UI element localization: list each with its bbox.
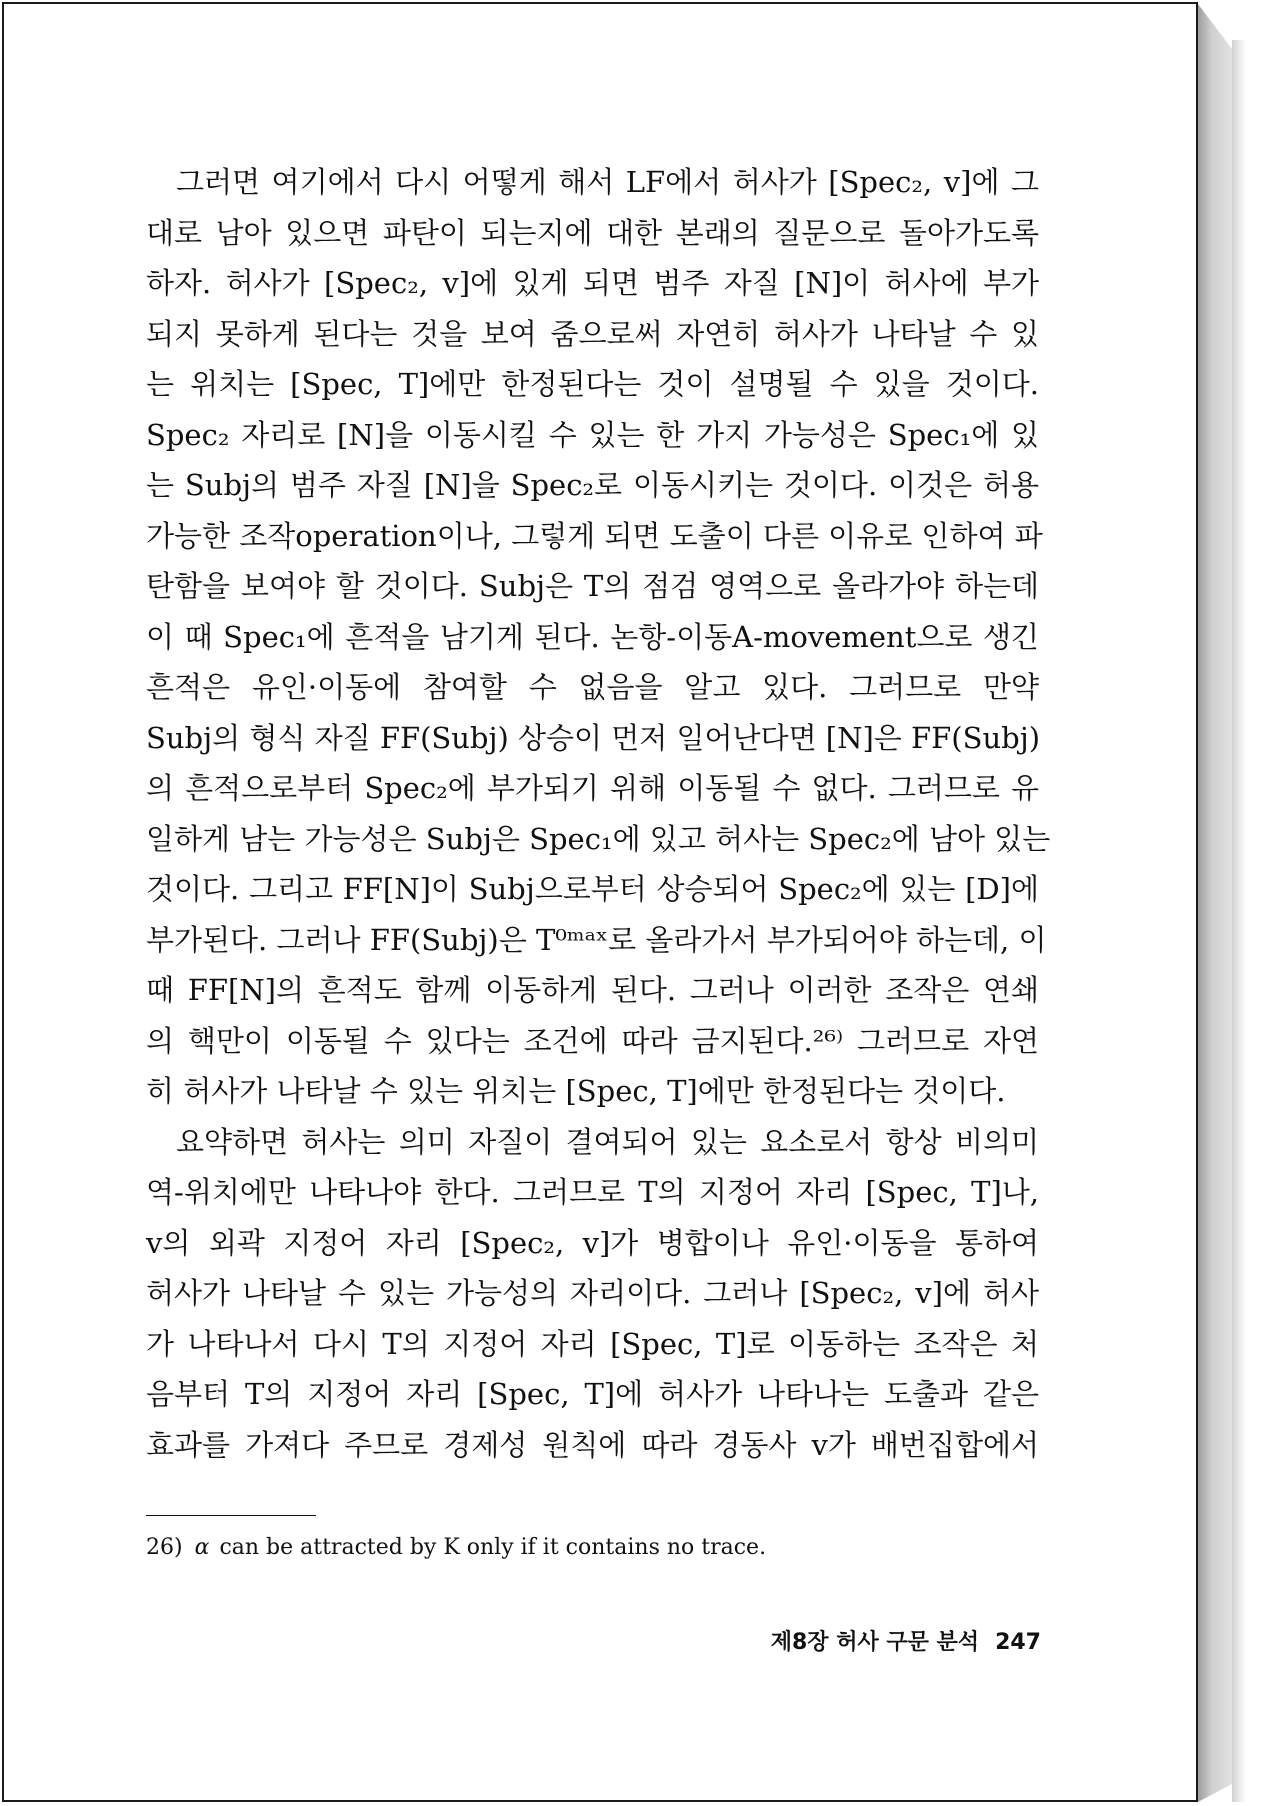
body-line: 가능한 조작operation이나, 그렇게 되면 도출이 다른 이유로 인하여 파	[146, 518, 1043, 553]
footnote-divider	[146, 1515, 316, 1516]
body-line: 것이다. 그리고 FF[N]이 Subj으로부터 상승되어 Spec₂에 있는 [D]에	[146, 872, 1039, 906]
body-line: 흔적은 유인·이동에 참여할 수 없음을 알고 있다. 그러므로 만약	[146, 670, 1039, 704]
body-line: 효과를 가져다 주므로 경제성 원칙에 따라 경동사 v가 배번집합에서	[146, 1427, 1039, 1462]
body-line: Spec₂ 자리로 [N]을 이동시킬 수 있는 한 가지 가능성은 Spec₁에 있	[146, 417, 1039, 452]
footnote	[146, 1535, 766, 1560]
body-line: 대로 남아 있으면 파탄이 되는지에 대한 본래의 질문으로 돌아가도록	[146, 215, 1039, 250]
body-line: 는 Subj의 범주 자질 [N]을 Spec₂로 이동시키는 것이다. 이것은 허용	[146, 468, 1039, 502]
body-line: 의 핵만이 이동될 수 있다는 조건에 따라 금지된다.²⁶⁾ 그러므로 자연	[146, 1023, 1039, 1058]
footnote-number: 26)	[146, 1535, 183, 1560]
footnote-alpha-symbol: α	[194, 1535, 210, 1560]
body-line: 하자. 허사가 [Spec₂, v]에 있게 되면 범주 자질 [N]이 허사에 부가	[146, 266, 1039, 300]
body-line: 가 나타나서 다시 T의 지정어 자리 [Spec, T]로 이동하는 조작은 처	[146, 1326, 1039, 1361]
footnote-text: can be attracted by K only if it contains no trace.	[219, 1535, 767, 1560]
body-line: 일하게 남는 가능성은 Subj은 Spec₁에 있고 허사는 Spec₂에 남아 있는	[146, 821, 1051, 856]
body-line: 음부터 T의 지정어 자리 [Spec, T]에 허사가 나타나는 도출과 같은	[146, 1377, 1039, 1411]
page-edge	[1198, 4, 1232, 1802]
page-shadow	[1232, 40, 1246, 1802]
body-line: 이 때 Spec₁에 흔적을 남기게 된다. 논항-이동A-movement으로 생긴	[146, 619, 1039, 654]
body-line: Subj의 형식 자질 FF(Subj) 상승이 먼저 일어난다면 [N]은 FF(Subj)	[146, 720, 1041, 755]
page-number: 247	[995, 1630, 1041, 1655]
body-line: 허사가 나타날 수 있는 가능성의 자리이다. 그러나 [Spec₂, v]에 허사	[146, 1276, 1039, 1310]
body-line: v의 외곽 지정어 자리 [Spec₂, v]가 병합이나 유인·이동을 통하여	[146, 1225, 1039, 1260]
body-line: 요약하면 허사는 의미 자질이 결여되어 있는 요소로서 항상 비의미	[176, 1124, 1039, 1159]
body-line: 부가된다. 그러나 FF(Subj)은 T⁰ᵐᵃˣ로 올라가서 부가되어야 하는데, 이	[146, 922, 1047, 957]
body-line: 그러면 여기에서 다시 어떻게 해서 LF에서 허사가 [Spec₂, v]에 그	[176, 165, 1039, 199]
body-line: 의 흔적으로부터 Spec₂에 부가되기 위해 이동될 수 없다. 그러므로 유	[146, 771, 1039, 805]
body-text	[146, 157, 1051, 1470]
body-line: 역-위치에만 나타나야 한다. 그러므로 T의 지정어 자리 [Spec, T]나,	[146, 1175, 1039, 1209]
body-line: 는 위치는 [Spec, T]에만 한정된다는 것이 설명될 수 있을 것이다.	[146, 367, 1039, 401]
chapter-title: 제8장 허사 구문 분석	[770, 1630, 980, 1655]
body-line: 때 FF[N]의 흔적도 함께 이동하게 된다. 그러나 이러한 조작은 연쇄	[146, 973, 1039, 1007]
running-footer	[771, 1625, 1041, 1656]
body-line: 히 허사가 나타날 수 있는 위치는 [Spec, T]에만 한정된다는 것이다.	[146, 1074, 1006, 1108]
body-line: 탄함을 보여야 할 것이다. Subj은 T의 점검 영역으로 올라가야 하는데	[146, 569, 1039, 603]
body-line: 되지 못하게 된다는 것을 보여 줌으로써 자연히 허사가 나타날 수 있	[146, 316, 1039, 351]
